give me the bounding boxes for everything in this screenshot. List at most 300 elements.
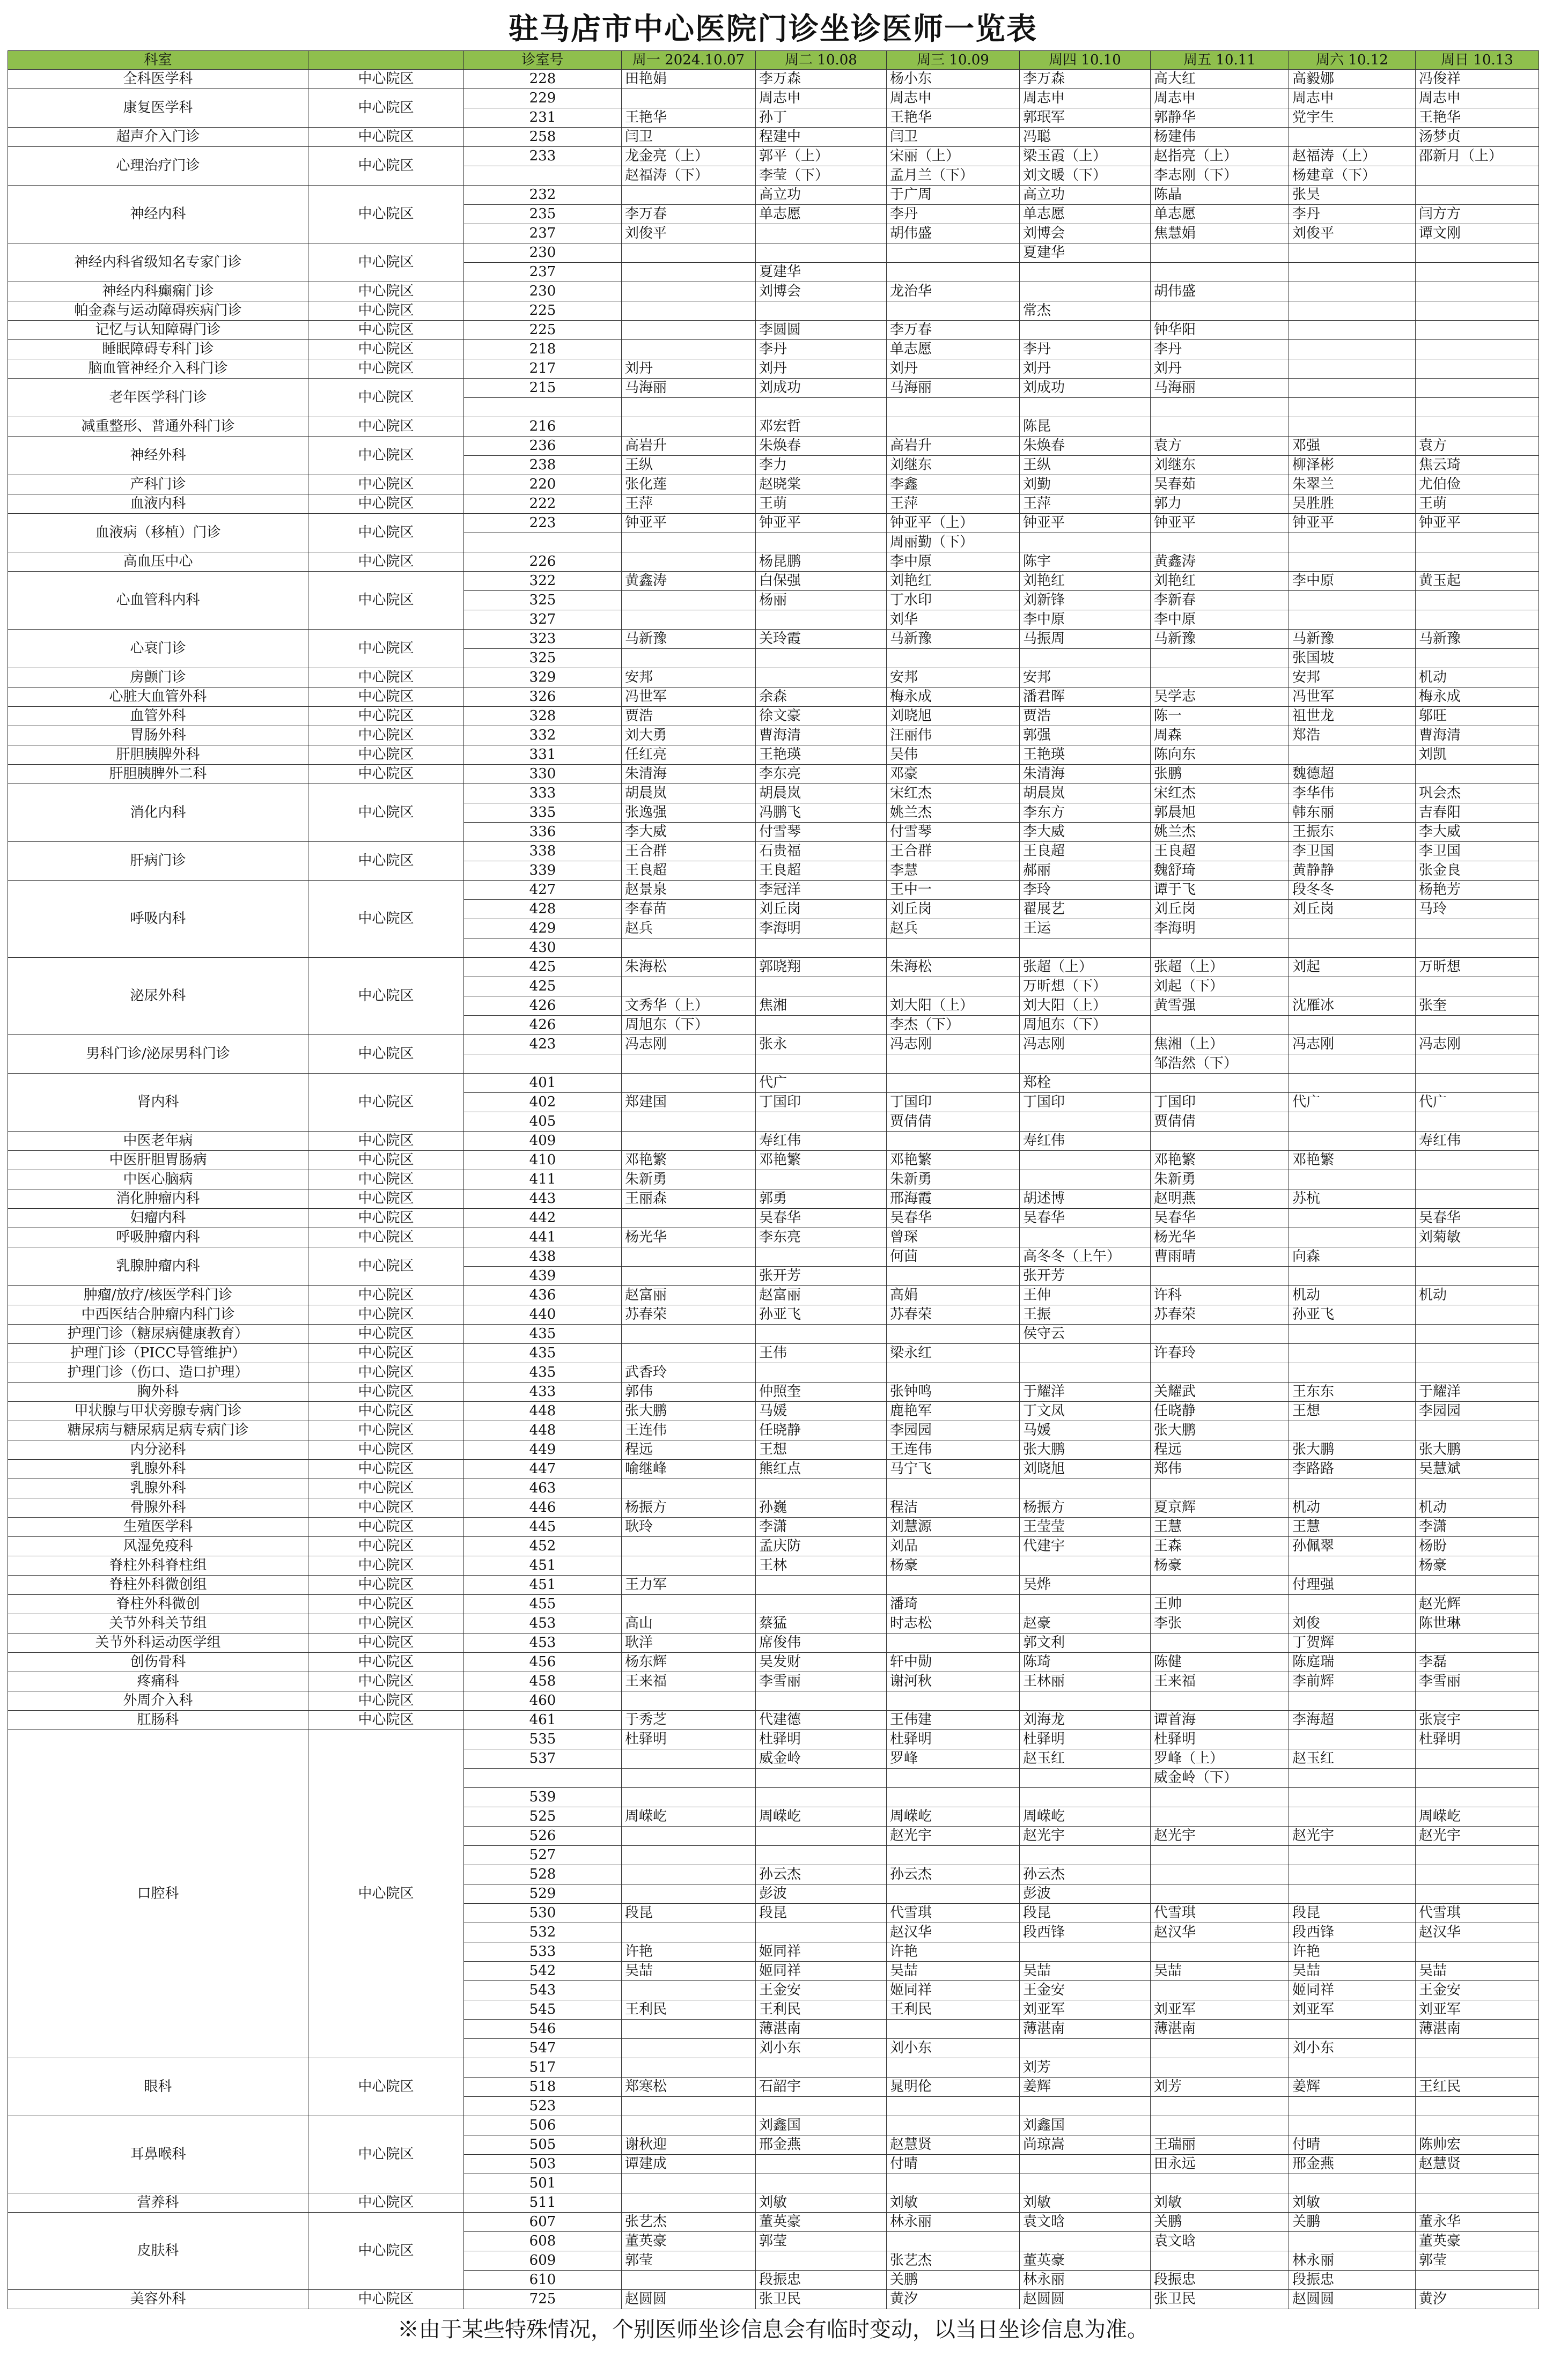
room-number: 503 bbox=[464, 2155, 622, 2174]
department-name: 口腔科 bbox=[8, 1730, 308, 2058]
doctor-cell: 王慧 bbox=[1151, 1518, 1289, 1537]
doctor-cell: 闫卫 bbox=[887, 128, 1020, 147]
doctor-cell: 周嵘屹 bbox=[1416, 1807, 1539, 1827]
doctor-cell: 张昊 bbox=[1289, 186, 1416, 205]
doctor-cell bbox=[887, 2232, 1020, 2251]
doctor-cell: 吴胜胜 bbox=[1289, 494, 1416, 514]
room-number bbox=[464, 533, 622, 552]
doctor-cell: 王利民 bbox=[756, 2000, 887, 2020]
doctor-cell: 李华伟 bbox=[1289, 784, 1416, 803]
doctor-cell: 丁国印 bbox=[1151, 1093, 1289, 1112]
room-number bbox=[464, 1054, 622, 1074]
room-number: 423 bbox=[464, 1035, 622, 1054]
doctor-cell: 黄鑫涛 bbox=[1151, 552, 1289, 572]
doctor-cell: 杨豪 bbox=[887, 1556, 1020, 1576]
table-row bbox=[8, 2116, 1539, 2135]
table-row bbox=[8, 842, 1539, 861]
doctor-cell bbox=[1020, 1788, 1151, 1807]
table-row bbox=[8, 186, 1539, 205]
campus-name: 中心院区 bbox=[308, 128, 464, 147]
department-name: 皮肤科 bbox=[8, 2213, 308, 2290]
room-number: 435 bbox=[464, 1363, 622, 1383]
campus-name: 中心院区 bbox=[308, 1711, 464, 1730]
doctor-cell bbox=[887, 1479, 1020, 1498]
doctor-cell: 郑栓 bbox=[1020, 1074, 1151, 1093]
doctor-cell: 王艳华 bbox=[887, 108, 1020, 128]
doctor-cell bbox=[1416, 340, 1539, 359]
doctor-cell: 刘新锋 bbox=[1020, 591, 1151, 610]
doctor-cell: 林永丽 bbox=[1020, 2271, 1151, 2290]
doctor-cell bbox=[1020, 938, 1151, 958]
campus-name: 中心院区 bbox=[308, 1402, 464, 1421]
doctor-cell bbox=[1151, 1363, 1289, 1383]
doctor-cell bbox=[1289, 243, 1416, 263]
department-name: 心理治疗门诊 bbox=[8, 147, 308, 186]
department-name: 甲状腺与甲状旁腺专病门诊 bbox=[8, 1402, 308, 1421]
room-number: 332 bbox=[464, 726, 622, 745]
doctor-cell: 马新豫 bbox=[887, 630, 1020, 649]
doctor-cell: 潘君晖 bbox=[1020, 688, 1151, 707]
doctor-cell: 段西锋 bbox=[1289, 1923, 1416, 1942]
doctor-cell bbox=[1151, 1132, 1289, 1151]
doctor-cell bbox=[887, 1325, 1020, 1344]
doctor-cell: 胡晨岚 bbox=[622, 784, 756, 803]
room-number: 215 bbox=[464, 379, 622, 398]
doctor-cell bbox=[1151, 417, 1289, 437]
room-number: 329 bbox=[464, 668, 622, 688]
doctor-cell: 邢金燕 bbox=[756, 2135, 887, 2155]
doctor-cell: 于秀芝 bbox=[622, 1711, 756, 1730]
doctor-cell: 郭伟 bbox=[622, 1383, 756, 1402]
doctor-cell bbox=[622, 301, 756, 321]
doctor-cell: 程建中 bbox=[756, 128, 887, 147]
doctor-cell: 高大红 bbox=[1151, 70, 1289, 89]
doctor-cell: 安邦 bbox=[1020, 668, 1151, 688]
doctor-cell: 陈宇 bbox=[1020, 552, 1151, 572]
room-number: 446 bbox=[464, 1498, 622, 1518]
doctor-cell: 邓强 bbox=[1289, 437, 1416, 456]
doctor-cell bbox=[1151, 263, 1289, 282]
doctor-cell bbox=[887, 2174, 1020, 2193]
header-tuesday: 周二 10.08 bbox=[756, 51, 887, 70]
doctor-cell bbox=[1020, 1556, 1151, 1576]
doctor-cell: 彭波 bbox=[1020, 1884, 1151, 1904]
doctor-cell bbox=[622, 417, 756, 437]
doctor-cell: 杨建章（下） bbox=[1289, 166, 1416, 186]
room-number: 427 bbox=[464, 881, 622, 900]
doctor-cell: 杨艳芳 bbox=[1416, 881, 1539, 900]
doctor-cell: 陈向东 bbox=[1151, 745, 1289, 765]
doctor-cell: 马玲 bbox=[1416, 900, 1539, 919]
doctor-cell bbox=[1416, 2097, 1539, 2116]
doctor-cell: 罗峰（上） bbox=[1151, 1749, 1289, 1769]
doctor-cell bbox=[1151, 1807, 1289, 1827]
doctor-cell bbox=[1289, 977, 1416, 996]
campus-name: 中心院区 bbox=[308, 1634, 464, 1653]
campus-name: 中心院区 bbox=[308, 494, 464, 514]
doctor-cell bbox=[1289, 1170, 1416, 1189]
room-number: 451 bbox=[464, 1576, 622, 1595]
doctor-cell bbox=[756, 224, 887, 243]
room-number: 229 bbox=[464, 89, 622, 108]
doctor-cell bbox=[622, 1132, 756, 1151]
doctor-cell: 赵玉红 bbox=[1289, 1749, 1416, 1769]
doctor-cell: 闫方方 bbox=[1416, 205, 1539, 224]
doctor-cell bbox=[1151, 1016, 1289, 1035]
doctor-cell: 王利民 bbox=[622, 2000, 756, 2020]
doctor-cell: 杨振方 bbox=[622, 1498, 756, 1518]
doctor-cell bbox=[1416, 1846, 1539, 1865]
department-name: 心脏大血管外科 bbox=[8, 688, 308, 707]
room-number: 505 bbox=[464, 2135, 622, 2155]
doctor-cell: 李丹 bbox=[1151, 340, 1289, 359]
doctor-cell: 徐文豪 bbox=[756, 707, 887, 726]
department-name: 耳鼻喉科 bbox=[8, 2116, 308, 2193]
doctor-cell: 万昕想 bbox=[1416, 958, 1539, 977]
doctor-cell: 黄玉起 bbox=[1416, 572, 1539, 591]
room-number: 529 bbox=[464, 1884, 622, 1904]
campus-name: 中心院区 bbox=[308, 1035, 464, 1074]
doctor-cell: 张超（上） bbox=[1020, 958, 1151, 977]
doctor-cell: 王伸 bbox=[1020, 1286, 1151, 1305]
table-row bbox=[8, 89, 1539, 108]
header-thursday: 周四 10.10 bbox=[1020, 51, 1151, 70]
department-name: 血液病（移植）门诊 bbox=[8, 514, 308, 552]
doctor-cell: 白保强 bbox=[756, 572, 887, 591]
department-name: 脑血管神经介入科门诊 bbox=[8, 359, 308, 379]
campus-name: 中心院区 bbox=[308, 1189, 464, 1209]
doctor-cell bbox=[756, 1576, 887, 1595]
doctor-cell: 朱翠兰 bbox=[1289, 475, 1416, 494]
table-row bbox=[8, 494, 1539, 514]
doctor-cell bbox=[756, 2155, 887, 2174]
doctor-cell bbox=[1416, 379, 1539, 398]
doctor-cell: 杨东辉 bbox=[622, 1653, 756, 1672]
doctor-cell bbox=[756, 2097, 887, 2116]
doctor-cell bbox=[1151, 2174, 1289, 2193]
doctor-cell bbox=[1416, 1267, 1539, 1286]
doctor-cell: 许春玲 bbox=[1151, 1344, 1289, 1363]
department-name: 房颤门诊 bbox=[8, 668, 308, 688]
doctor-cell: 赵福涛（上） bbox=[1289, 147, 1416, 166]
doctor-cell: 晁明伦 bbox=[887, 2078, 1020, 2097]
doctor-cell bbox=[1289, 610, 1416, 630]
doctor-cell: 潘琦 bbox=[887, 1595, 1020, 1614]
doctor-cell bbox=[1416, 1479, 1539, 1498]
doctor-cell: 周嵘屹 bbox=[1020, 1807, 1151, 1827]
department-name: 关节外科运动医学组 bbox=[8, 1634, 308, 1653]
doctor-cell bbox=[887, 301, 1020, 321]
doctor-cell: 袁方 bbox=[1151, 437, 1289, 456]
table-row bbox=[8, 1711, 1539, 1730]
doctor-cell bbox=[1289, 1788, 1416, 1807]
doctor-cell bbox=[622, 340, 756, 359]
doctor-cell: 刘艳红 bbox=[887, 572, 1020, 591]
doctor-cell: 刘丹 bbox=[1151, 359, 1289, 379]
doctor-cell bbox=[1416, 977, 1539, 996]
department-name: 护理门诊（伤口、造口护理） bbox=[8, 1363, 308, 1383]
doctor-cell bbox=[1151, 1691, 1289, 1711]
doctor-cell: 朱清海 bbox=[1020, 765, 1151, 784]
doctor-cell: 邹浩然（下） bbox=[1151, 1054, 1289, 1074]
doctor-cell: 邢海霞 bbox=[887, 1189, 1020, 1209]
doctor-cell: 杜驿明 bbox=[1151, 1730, 1289, 1749]
doctor-cell bbox=[1020, 1769, 1151, 1788]
doctor-cell: 李大威 bbox=[1020, 823, 1151, 842]
doctor-cell: 于广周 bbox=[887, 186, 1020, 205]
doctor-cell bbox=[1020, 398, 1151, 417]
doctor-cell: 王萍 bbox=[622, 494, 756, 514]
doctor-cell: 赵豪 bbox=[1020, 1614, 1151, 1634]
header-sunday: 周日 10.13 bbox=[1416, 51, 1539, 70]
department-name: 脊柱外科脊柱组 bbox=[8, 1556, 308, 1576]
doctor-cell: 张艺杰 bbox=[887, 2251, 1020, 2271]
doctor-cell: 张化莲 bbox=[622, 475, 756, 494]
doctor-cell bbox=[622, 1556, 756, 1576]
doctor-cell: 赵汉华 bbox=[1416, 1923, 1539, 1942]
table-row bbox=[8, 1035, 1539, 1054]
doctor-cell: 赵富丽 bbox=[622, 1286, 756, 1305]
doctor-cell: 万昕想（下） bbox=[1020, 977, 1151, 996]
doctor-cell bbox=[887, 1846, 1020, 1865]
room-number: 539 bbox=[464, 1788, 622, 1807]
doctor-cell bbox=[622, 1691, 756, 1711]
doctor-cell: 冯志刚 bbox=[1289, 1035, 1416, 1054]
doctor-cell: 李莹（下） bbox=[756, 166, 887, 186]
doctor-cell bbox=[622, 649, 756, 668]
campus-name: 中心院区 bbox=[308, 1518, 464, 1537]
campus-name: 中心院区 bbox=[308, 1209, 464, 1228]
doctor-cell: 刘起 bbox=[1289, 958, 1416, 977]
room-number: 518 bbox=[464, 2078, 622, 2097]
room-number: 322 bbox=[464, 572, 622, 591]
doctor-cell: 赵晓棠 bbox=[756, 475, 887, 494]
doctor-cell: 王来福 bbox=[1151, 1672, 1289, 1691]
doctor-cell bbox=[1416, 1865, 1539, 1884]
room-number: 326 bbox=[464, 688, 622, 707]
campus-name: 中心院区 bbox=[308, 842, 464, 881]
doctor-cell bbox=[622, 1054, 756, 1074]
doctor-cell bbox=[622, 552, 756, 572]
doctor-cell bbox=[887, 1074, 1020, 1093]
campus-name: 中心院区 bbox=[308, 1151, 464, 1170]
doctor-cell bbox=[756, 2174, 887, 2193]
department-name: 肝胆胰脾外二科 bbox=[8, 765, 308, 784]
doctor-cell: 吴发财 bbox=[756, 1653, 887, 1672]
doctor-cell: 周志申 bbox=[1289, 89, 1416, 108]
department-name: 脊柱外科微创 bbox=[8, 1595, 308, 1614]
doctor-cell: 陈世琳 bbox=[1416, 1614, 1539, 1634]
doctor-cell bbox=[1020, 2097, 1151, 2116]
doctor-cell bbox=[1289, 533, 1416, 552]
campus-name: 中心院区 bbox=[308, 1672, 464, 1691]
doctor-cell bbox=[622, 1537, 756, 1556]
doctor-cell bbox=[1151, 1884, 1289, 1904]
room-number: 436 bbox=[464, 1286, 622, 1305]
doctor-cell: 李万春 bbox=[887, 321, 1020, 340]
table-row bbox=[8, 1537, 1539, 1556]
department-name: 神经内科省级知名专家门诊 bbox=[8, 243, 308, 282]
doctor-cell: 段昆 bbox=[1020, 1904, 1151, 1923]
doctor-cell: 丁文凤 bbox=[1020, 1402, 1151, 1421]
campus-name: 中心院区 bbox=[308, 1247, 464, 1286]
room-number: 458 bbox=[464, 1672, 622, 1691]
doctor-cell bbox=[1151, 668, 1289, 688]
doctor-cell: 机动 bbox=[1289, 1286, 1416, 1305]
doctor-cell: 许艳 bbox=[1289, 1942, 1416, 1962]
doctor-cell: 曹雨晴 bbox=[1151, 1247, 1289, 1267]
campus-name: 中心院区 bbox=[308, 1325, 464, 1344]
doctor-cell bbox=[1416, 321, 1539, 340]
doctor-cell: 刘华 bbox=[887, 610, 1020, 630]
doctor-cell: 周志申 bbox=[887, 89, 1020, 108]
doctor-cell: 孙云杰 bbox=[756, 1865, 887, 1884]
doctor-cell: 段昆 bbox=[756, 1904, 887, 1923]
doctor-cell bbox=[1416, 1170, 1539, 1189]
doctor-cell bbox=[1289, 379, 1416, 398]
doctor-cell: 钟华阳 bbox=[1151, 321, 1289, 340]
doctor-cell: 魏德超 bbox=[1289, 765, 1416, 784]
room-number: 223 bbox=[464, 514, 622, 533]
doctor-cell: 朱新勇 bbox=[887, 1170, 1020, 1189]
doctor-cell: 陈一 bbox=[1151, 707, 1289, 726]
doctor-cell bbox=[756, 977, 887, 996]
doctor-cell bbox=[1416, 1151, 1539, 1170]
doctor-cell bbox=[1416, 1421, 1539, 1440]
doctor-cell: 郭平（上） bbox=[756, 147, 887, 166]
department-name: 乳腺外科 bbox=[8, 1479, 308, 1498]
department-name: 风湿免疫科 bbox=[8, 1537, 308, 1556]
doctor-cell: 姬同祥 bbox=[887, 1981, 1020, 2000]
doctor-cell: 李冠洋 bbox=[756, 881, 887, 900]
doctor-cell bbox=[622, 1865, 756, 1884]
doctor-cell: 邢金燕 bbox=[1289, 2155, 1416, 2174]
doctor-cell bbox=[1289, 282, 1416, 301]
doctor-cell: 刘大勇 bbox=[622, 726, 756, 745]
doctor-cell bbox=[622, 398, 756, 417]
doctor-cell: 陈健 bbox=[1151, 1653, 1289, 1672]
doctor-cell: 刘丘岗 bbox=[756, 900, 887, 919]
room-number: 237 bbox=[464, 263, 622, 282]
doctor-cell: 孙佩翠 bbox=[1289, 1537, 1416, 1556]
doctor-cell: 邓豪 bbox=[887, 765, 1020, 784]
campus-name: 中心院区 bbox=[308, 572, 464, 630]
doctor-cell: 袁文晗 bbox=[1151, 2232, 1289, 2251]
doctor-cell: 何茴 bbox=[887, 1247, 1020, 1267]
doctor-cell bbox=[1416, 2039, 1539, 2058]
room-number: 225 bbox=[464, 301, 622, 321]
doctor-cell: 王力军 bbox=[622, 1576, 756, 1595]
doctor-cell: 吴喆 bbox=[622, 1962, 756, 1981]
room-number: 453 bbox=[464, 1634, 622, 1653]
doctor-cell: 田艳娟 bbox=[622, 70, 756, 89]
doctor-cell: 刘品 bbox=[887, 1537, 1020, 1556]
doctor-cell: 王良超 bbox=[622, 861, 756, 881]
campus-name: 中心院区 bbox=[308, 745, 464, 765]
doctor-cell: 赵汉华 bbox=[1151, 1923, 1289, 1942]
doctor-cell bbox=[887, 263, 1020, 282]
doctor-cell: 马海丽 bbox=[622, 379, 756, 398]
doctor-cell: 王莹莹 bbox=[1020, 1518, 1151, 1537]
doctor-cell bbox=[622, 1325, 756, 1344]
doctor-cell bbox=[1289, 552, 1416, 572]
doctor-cell bbox=[622, 1112, 756, 1132]
table-row bbox=[8, 475, 1539, 494]
campus-name: 中心院区 bbox=[308, 1479, 464, 1498]
footnote: ※由于某些特殊情况，个别医师坐诊信息会有临时变动，以当日坐诊信息为准。 bbox=[397, 2317, 1149, 2342]
doctor-cell: 梅永成 bbox=[1416, 688, 1539, 707]
doctor-cell: 冯志刚 bbox=[887, 1035, 1020, 1054]
table-row bbox=[8, 745, 1539, 765]
doctor-cell bbox=[887, 2116, 1020, 2135]
doctor-cell bbox=[1416, 1363, 1539, 1383]
doctor-cell: 刘大阳（上） bbox=[887, 996, 1020, 1016]
doctor-cell: 王林 bbox=[756, 1556, 887, 1576]
doctor-cell: 董英豪 bbox=[1020, 2251, 1151, 2271]
doctor-cell: 郭晨旭 bbox=[1151, 803, 1289, 823]
room-number bbox=[464, 166, 622, 186]
table-row bbox=[8, 1556, 1539, 1576]
doctor-cell bbox=[887, 2058, 1020, 2078]
doctor-cell bbox=[756, 1112, 887, 1132]
room-number: 448 bbox=[464, 1402, 622, 1421]
room-number: 452 bbox=[464, 1537, 622, 1556]
doctor-cell bbox=[1151, 938, 1289, 958]
doctor-cell bbox=[1416, 301, 1539, 321]
doctor-cell: 朱清海 bbox=[622, 765, 756, 784]
doctor-cell: 李园园 bbox=[1416, 1402, 1539, 1421]
doctor-cell: 黄静静 bbox=[1289, 861, 1416, 881]
room-number: 232 bbox=[464, 186, 622, 205]
room-number: 330 bbox=[464, 765, 622, 784]
doctor-cell: 关鹏 bbox=[887, 2271, 1020, 2290]
doctor-cell: 周旭东（下） bbox=[622, 1016, 756, 1035]
doctor-cell bbox=[1289, 340, 1416, 359]
doctor-cell: 郭晓翔 bbox=[756, 958, 887, 977]
room-number: 506 bbox=[464, 2116, 622, 2135]
doctor-cell: 耿洋 bbox=[622, 1634, 756, 1653]
doctor-cell: 单志愿 bbox=[1020, 205, 1151, 224]
doctor-cell: 胡述博 bbox=[1020, 1189, 1151, 1209]
room-number: 429 bbox=[464, 919, 622, 938]
doctor-cell: 张永 bbox=[756, 1035, 887, 1054]
campus-name: 中心院区 bbox=[308, 958, 464, 1035]
doctor-cell: 朱焕春 bbox=[1020, 437, 1151, 456]
doctor-cell bbox=[887, 977, 1020, 996]
doctor-cell bbox=[1289, 359, 1416, 379]
department-name: 中医老年病 bbox=[8, 1132, 308, 1151]
table-row bbox=[8, 359, 1539, 379]
doctor-cell: 谭建成 bbox=[622, 2155, 756, 2174]
doctor-cell: 于耀洋 bbox=[1020, 1383, 1151, 1402]
doctor-cell: 周嵘屹 bbox=[756, 1807, 887, 1827]
doctor-cell bbox=[1289, 263, 1416, 282]
department-name: 妇瘤内科 bbox=[8, 1209, 308, 1228]
room-number: 511 bbox=[464, 2193, 622, 2213]
doctor-cell bbox=[887, 2097, 1020, 2116]
doctor-cell bbox=[1020, 1691, 1151, 1711]
campus-name: 中心院区 bbox=[308, 1460, 464, 1479]
doctor-cell: 杜驿明 bbox=[756, 1730, 887, 1749]
doctor-cell: 刘俊平 bbox=[622, 224, 756, 243]
doctor-cell: 丁国印 bbox=[756, 1093, 887, 1112]
doctor-cell: 王连伟 bbox=[622, 1421, 756, 1440]
doctor-cell bbox=[1020, 263, 1151, 282]
doctor-cell: 赵兵 bbox=[887, 919, 1020, 938]
doctor-cell bbox=[1289, 2116, 1416, 2135]
doctor-cell: 李磊 bbox=[1416, 1653, 1539, 1672]
doctor-cell: 吴喆 bbox=[1289, 1962, 1416, 1981]
